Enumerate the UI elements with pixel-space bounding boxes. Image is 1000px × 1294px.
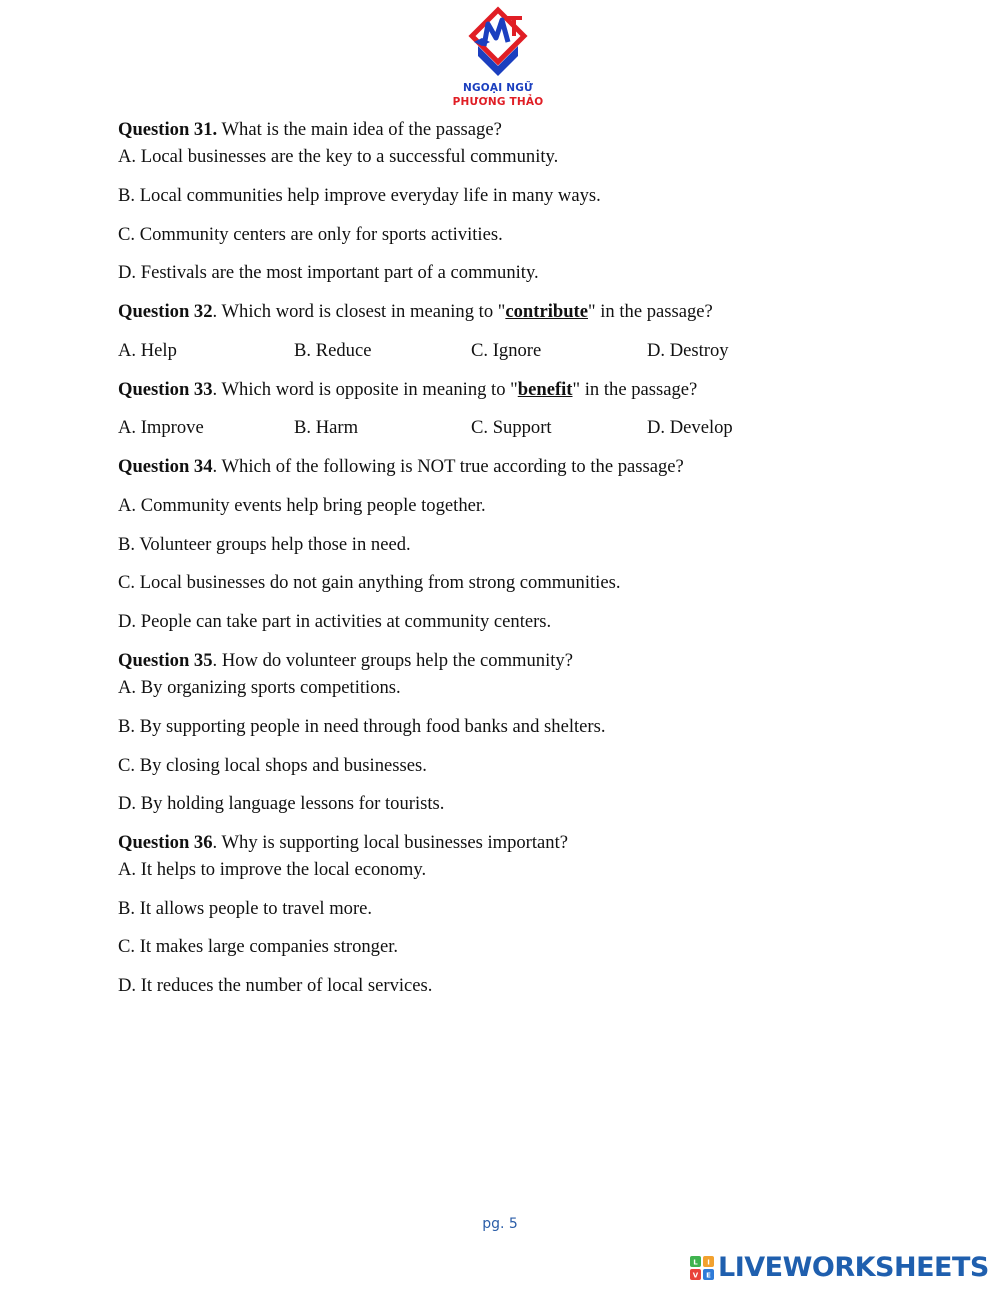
question-34-option-c[interactable]: C. Local businesses do not gain anything from strong communities. <box>118 572 621 593</box>
publisher-logo <box>446 6 550 112</box>
question-32-stem <box>118 301 713 323</box>
question-35-stem <box>118 650 573 672</box>
question-text: What is the main idea of the passage? <box>217 119 502 140</box>
question-32-option-a[interactable]: A. Help <box>118 340 177 361</box>
question-text: . Which word is closest in meaning to " <box>212 301 506 322</box>
question-label: Question 34 <box>118 456 213 477</box>
question-35-option-a[interactable]: A. By organizing sports competitions. <box>118 677 401 698</box>
question-text-end: " in the passage? <box>572 379 698 400</box>
question-33-stem <box>118 379 697 401</box>
question-36-stem <box>118 832 568 854</box>
question-label: Question 36 <box>118 832 213 853</box>
question-text: . Which word is opposite in meaning to " <box>212 379 518 400</box>
question-33-option-d[interactable]: D. Develop <box>647 417 733 438</box>
svg-text:V: V <box>692 1271 699 1280</box>
logo-text-line1: NGOẠI NGỮ <box>463 82 533 94</box>
brand-wordmark[interactable]: LIVEWORKSHEETS <box>718 1252 989 1283</box>
question-31-stem <box>118 119 502 141</box>
question-label: Question 31. <box>118 119 218 140</box>
question-text: . Which of the following is NOT true according to the passage? <box>212 456 684 477</box>
question-35-option-d[interactable]: D. By holding language lessons for tourists. <box>118 793 445 814</box>
question-36-option-d[interactable]: D. It reduces the number of local services. <box>118 975 433 996</box>
question-36-option-a[interactable]: A. It helps to improve the local economy. <box>118 859 427 880</box>
liveworksheets-logo-icon <box>690 1256 714 1280</box>
question-32-option-c[interactable]: C. Ignore <box>471 340 542 361</box>
question-label: Question 35 <box>118 650 213 671</box>
page-number: pg. 5 <box>482 1216 518 1232</box>
question-label: Question 33 <box>118 379 213 400</box>
question-35-option-c[interactable]: C. By closing local shops and businesses. <box>118 755 427 776</box>
question-31-option-c[interactable]: C. Community centers are only for sports activities. <box>118 224 503 245</box>
question-34-stem <box>118 456 684 478</box>
logo-emblem-icon <box>468 6 528 78</box>
question-32-option-b[interactable]: B. Reduce <box>294 340 372 361</box>
question-text-end: " in the passage? <box>588 301 713 322</box>
question-33-option-a[interactable]: A. Improve <box>118 417 204 438</box>
question-34-option-a[interactable]: A. Community events help bring people together. <box>118 495 486 516</box>
svg-text:L: L <box>693 1258 698 1267</box>
question-31-option-b[interactable]: B. Local communities help improve everyday life in many ways. <box>118 185 601 206</box>
question-keyword: benefit <box>517 379 573 400</box>
question-36-option-b[interactable]: B. It allows people to travel more. <box>118 898 373 919</box>
question-keyword: contribute <box>505 301 588 322</box>
svg-text:I: I <box>707 1258 710 1267</box>
logo-text-line2: PHƯƠNG THẢO <box>452 96 544 108</box>
question-32-option-d[interactable]: D. Destroy <box>647 340 729 361</box>
question-34-option-b[interactable]: B. Volunteer groups help those in need. <box>118 534 411 555</box>
question-31-option-a[interactable]: A. Local businesses are the key to a successful community. <box>118 146 559 167</box>
question-34-option-d[interactable]: D. People can take part in activities at community centers. <box>118 611 552 632</box>
question-33-option-b[interactable]: B. Harm <box>294 417 359 438</box>
question-31-option-d[interactable]: D. Festivals are the most important part of a community. <box>118 262 539 283</box>
question-36-option-c[interactable]: C. It makes large companies stronger. <box>118 936 399 957</box>
question-label: Question 32 <box>118 301 213 322</box>
question-text: . How do volunteer groups help the community? <box>212 650 573 671</box>
question-text: . Why is supporting local businesses important? <box>212 832 569 853</box>
question-35-option-b[interactable]: B. By supporting people in need through food banks and shelters. <box>118 716 606 737</box>
svg-text:E: E <box>706 1271 711 1280</box>
question-33-option-c[interactable]: C. Support <box>471 417 552 438</box>
